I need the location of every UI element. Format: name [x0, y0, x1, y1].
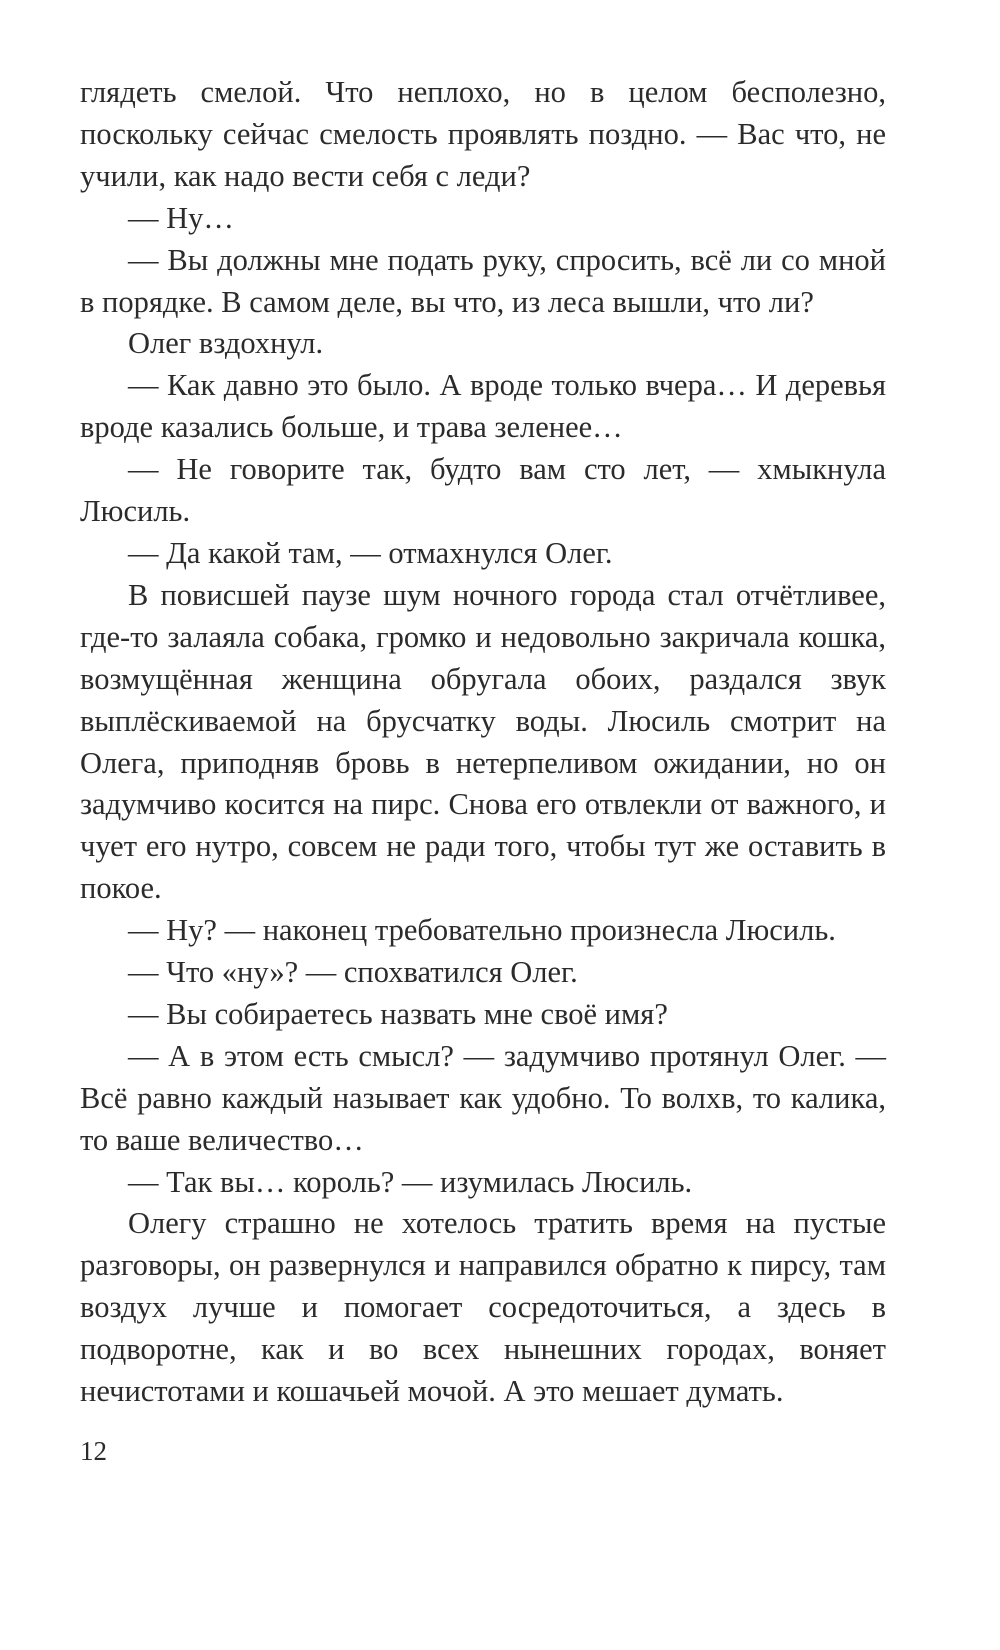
paragraph-8: В повисшей паузе шум ночного города стал отчётливее, где-то залаяла собака, громко и недовольно закричала кошка, возмущённая женщина обругала обоих, раздался звук выплёскиваемой на брусчатку воды. Люсиль смотрит на Олега, приподняв бровь в нетерпеливом ожидании, но он задумчиво косится на пирс. Снова его отвлекли от важного, и чует его нутро, совсем не ради того, чтобы тут же оставить в покое. [80, 577, 886, 906]
paragraph-3: — Вы должны мне подать руку, спросить, всё ли со мной в порядке. В самом деле, вы что, из леса вышли, что ли? [80, 242, 886, 319]
paragraph-2: — Ну… [128, 200, 234, 235]
paragraph-4: Олег вздохнул. [128, 326, 324, 361]
paragraph-12: — А в этом есть смысл? — задумчиво протянул Олег. — Всё равно каждый называет как удобно. То волхв, то калика, то ваше величество… [80, 1038, 886, 1157]
paragraph-1: глядеть смелой. Что неплохо, но в целом бесполезно, поскольку сейчас смелость проявлять поздно. — Вас что, не учили, как надо вести себя с леди? [80, 75, 886, 193]
paragraph-7: — Да какой там, — отмахнулся Олег. [128, 535, 613, 570]
paragraph-6: — Не говорите так, будто вам сто лет, — хмыкнула Люсиль. [80, 452, 886, 529]
paragraph-11: — Вы собираетесь назвать мне своё имя? [128, 996, 668, 1031]
paragraph-14: Олегу страшно не хотелось тратить время на пустые разговоры, он развернулся и направился обратно к пирсу, там воздух лучше и помогает сосредоточиться, а здесь в подворотне, как и во всех нынешних городах, воняет нечистотами и кошачьей мочой. А это мешает думать. [80, 1206, 886, 1409]
paragraph-9: — Ну? — наконец требовательно произнесла Люсиль. [128, 913, 836, 948]
paragraph-10: — Что «ну»? — спохватился Олег. [128, 955, 578, 990]
page-number: 12 [80, 1436, 107, 1466]
paragraph-13: — Так вы… король? — изумилась Люсиль. [128, 1164, 693, 1199]
page-text [80, 72, 886, 1413]
paragraph-5: — Как давно это было. А вроде только вчера… И деревья вроде казались больше, и трава зеленее… [80, 368, 886, 445]
